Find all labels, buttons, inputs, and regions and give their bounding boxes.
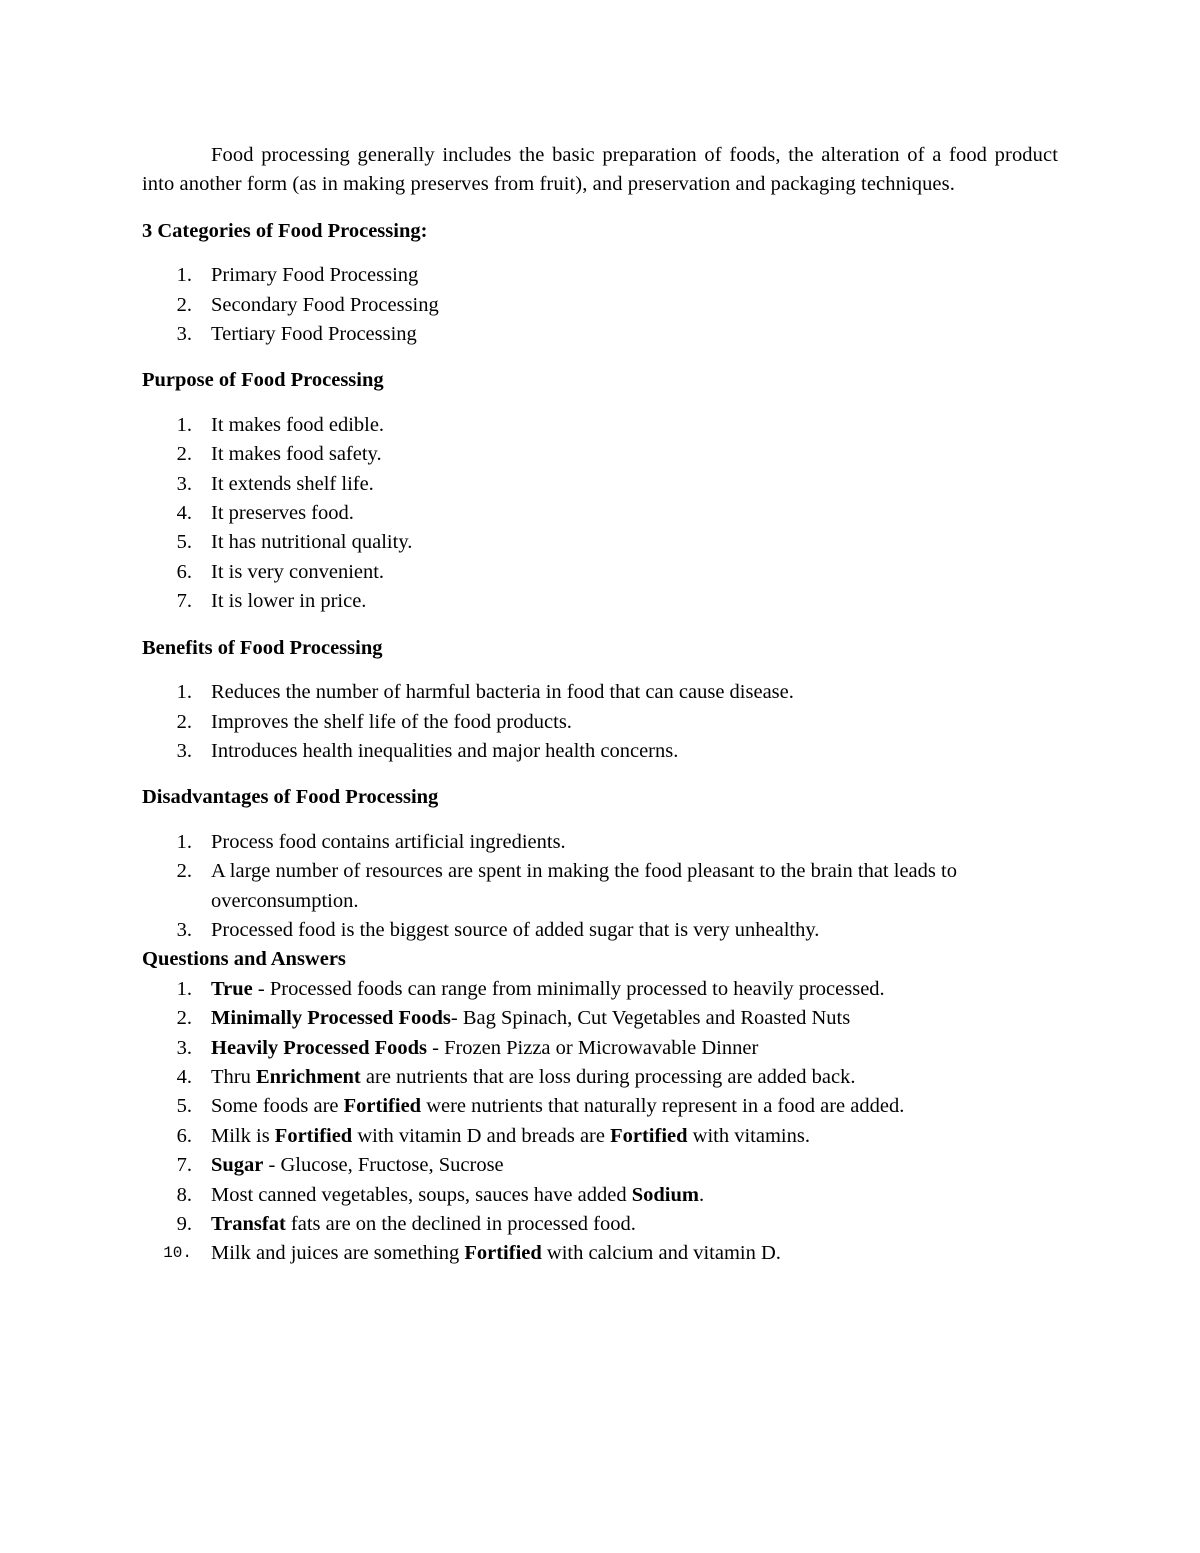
list-item: 3. It extends shelf life. (176, 472, 374, 495)
list-item: 9. Transfat fats are on the declined in processed food. (176, 1213, 636, 1235)
qa-list (142, 975, 1058, 1269)
list-item: 2. A large number of resources are spent in making the food pleasant to the brain that leads to overconsumption. (176, 860, 957, 912)
intro-paragraph: Food processing generally includes the basic preparation of foods, the alteration of a food product into another form (as in making preserves from fruit), and preservation and packaging techniques. (142, 144, 1058, 196)
list-item: 1. Process food contains artificial ingredients. (176, 830, 566, 853)
benefits-heading: Benefits of Food Processing (142, 636, 383, 659)
document-page (142, 141, 1058, 1269)
list-item: 1. Primary Food Processing (176, 264, 419, 287)
list-item: 3. Processed food is the biggest source of added sugar that is very unhealthy. (176, 918, 820, 941)
list-item: 7. Sugar - Glucose, Fructose, Sucrose (176, 1154, 504, 1177)
qa-heading: Questions and Answers (142, 948, 346, 971)
benefits-list (142, 678, 1058, 766)
list-item: 10. Milk and juices are something Fortified with calcium and vitamin D. (163, 1242, 781, 1265)
list-item: 4. Thru Enrichment are nutrients that are loss during processing are added back. (176, 1065, 856, 1088)
list-item: 4. It preserves food. (176, 502, 354, 525)
list-item: 5. Some foods are Fortified were nutrients that naturally represent in a food are added. (176, 1095, 905, 1118)
list-item: 3. Introduces health inequalities and major health concerns. (176, 739, 679, 762)
list-item: 7. It is lower in price. (176, 590, 367, 613)
list-item: 5. It has nutritional quality. (176, 531, 413, 554)
list-item: 8. Most canned vegetables, soups, sauces have added Sodium. (176, 1183, 705, 1206)
purpose-list (142, 411, 1058, 617)
purpose-heading: Purpose of Food Processing (142, 369, 384, 392)
list-item: 3. Heavily Processed Foods - Frozen Pizza or Microwavable Dinner (176, 1036, 759, 1059)
disadvantages-heading: Disadvantages of Food Processing (142, 786, 439, 809)
categories-heading: 3 Categories of Food Processing: (142, 219, 428, 242)
disadvantages-list (142, 828, 1058, 946)
list-item: 2. Secondary Food Processing (176, 293, 439, 316)
list-item: 2. It makes food safety. (176, 443, 382, 466)
list-item: 2. Minimally Processed Foods- Bag Spinach, Cut Vegetables and Roasted Nuts (176, 1007, 851, 1030)
list-item: 6. Milk is Fortified with vitamin D and breads are Fortified with vitamins. (176, 1124, 810, 1147)
list-item: 3. Tertiary Food Processing (176, 323, 417, 346)
list-item: 1. Reduces the number of harmful bacteria in food that can cause disease. (176, 681, 794, 704)
list-item: 1. True - Processed foods can range from minimally processed to heavily processed. (176, 977, 885, 1000)
categories-list (142, 261, 1058, 349)
list-item: 6. It is very convenient. (176, 560, 385, 583)
list-item: 1. It makes food edible. (176, 413, 385, 436)
list-item: 2. Improves the shelf life of the food products. (176, 710, 572, 733)
